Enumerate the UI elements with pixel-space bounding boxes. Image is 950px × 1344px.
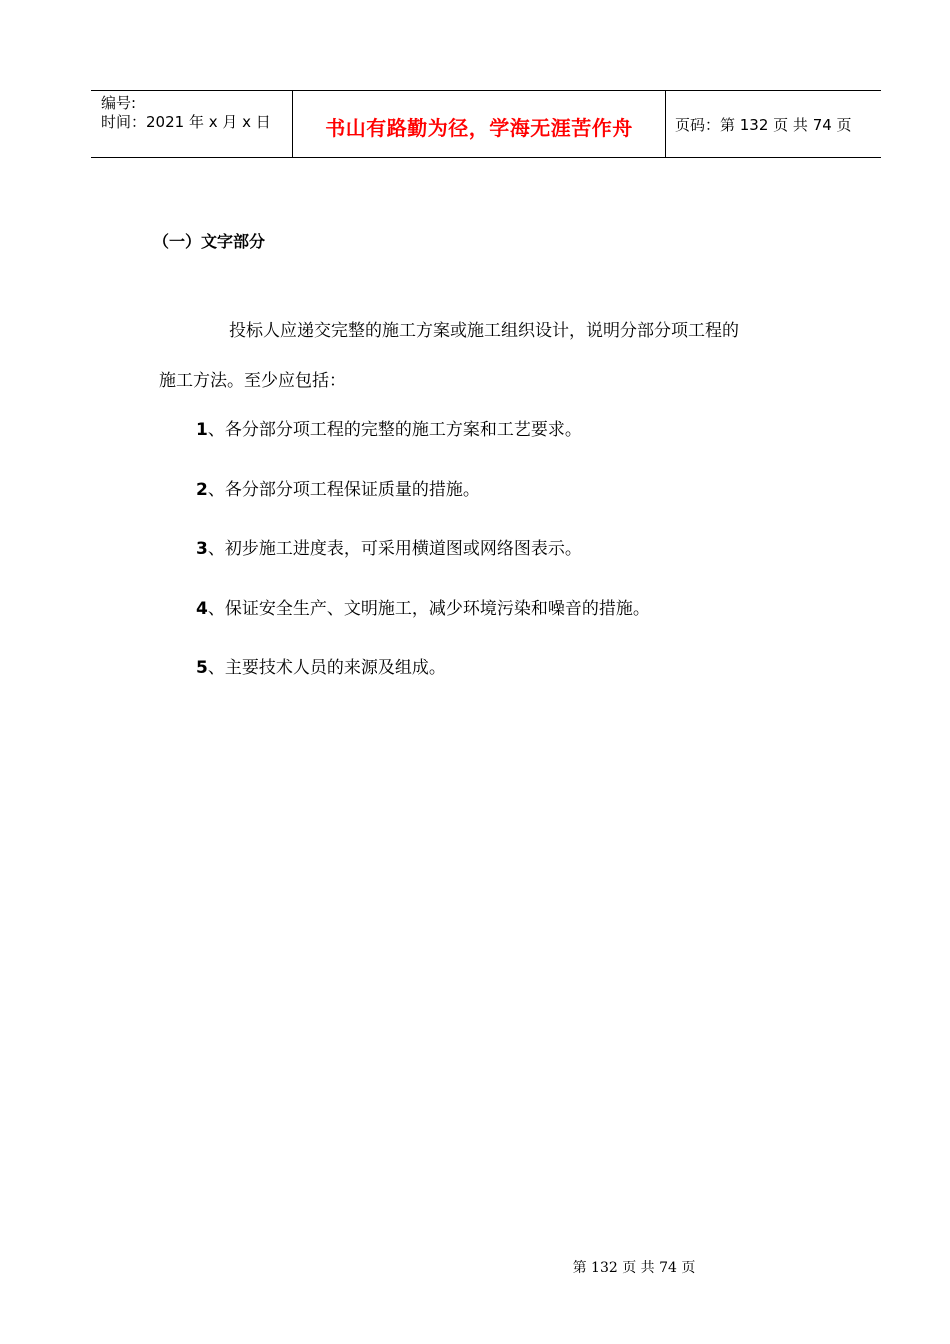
list-item-number: 3	[196, 539, 208, 559]
list-item	[196, 415, 582, 440]
list-item-number: 4	[196, 599, 208, 619]
list-item	[196, 594, 650, 619]
footer-page-number: 第 132 页 共 74 页	[572, 1260, 696, 1276]
page-footer	[0, 1257, 950, 1277]
list-item-text: 、保证安全生产、文明施工，减少环境污染和噪音的措施。	[207, 599, 650, 619]
list-item-number: 5	[196, 658, 208, 678]
list-item	[196, 475, 480, 500]
header-page-cell	[666, 91, 881, 157]
list-item-number: 2	[196, 480, 208, 500]
document-header	[91, 90, 881, 158]
paragraph-line-1: 投标人应递交完整的施工方案或施工组织设计，说明分部分项工程的	[229, 321, 739, 341]
paragraph-line-2: 施工方法。至少应包括：	[159, 371, 346, 391]
list-item-number: 1	[196, 420, 208, 440]
list-item-text: 、初步施工进度表，可采用横道图或网络图表示。	[207, 539, 582, 559]
list-item-text: 、各分部分项工程保证质量的措施。	[207, 480, 480, 500]
list-item-text: 、主要技术人员的来源及组成。	[207, 658, 446, 678]
list-item-text: 、各分部分项工程的完整的施工方案和工艺要求。	[207, 420, 582, 440]
list-item	[196, 653, 446, 678]
list-item	[196, 534, 582, 559]
header-motto-cell	[293, 91, 666, 157]
header-page-info: 页码：第 132 页 共 74 页	[675, 115, 852, 134]
document-number-label: 编号:	[101, 94, 137, 112]
section-title: （一）文字部分	[153, 232, 266, 251]
document-time-label: 时间：2021 年 x 月 x 日	[101, 113, 271, 131]
header-motto: 书山有路勤为径，学海无涯苦作舟	[325, 115, 633, 140]
header-meta-cell	[91, 91, 293, 157]
